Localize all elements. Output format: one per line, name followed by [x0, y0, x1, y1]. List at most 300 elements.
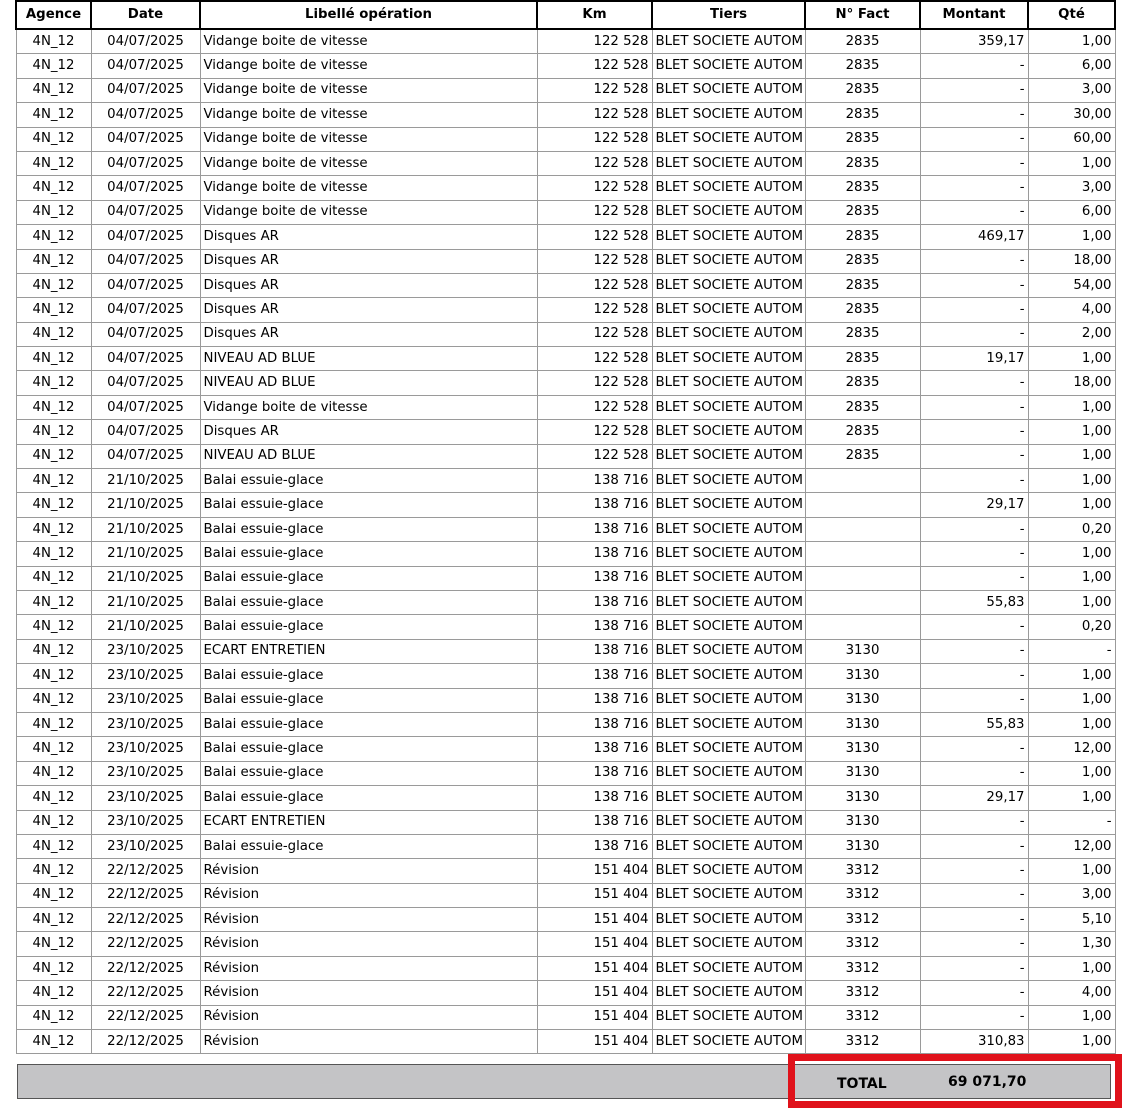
- cell-km: 151 404: [537, 956, 652, 980]
- cell-km: 138 716: [537, 737, 652, 761]
- table-row[interactable]: [16, 883, 1115, 907]
- cell-km: 122 528: [537, 225, 652, 249]
- col-header-km[interactable]: Km: [537, 1, 652, 29]
- cell-tiers: BLET SOCIETE AUTOM: [652, 1030, 805, 1054]
- cell-num-fact: [805, 542, 920, 566]
- cell-agence: 4N_12: [16, 395, 91, 419]
- cell-km: 122 528: [537, 176, 652, 200]
- cell-tiers: BLET SOCIETE AUTOM: [652, 542, 805, 566]
- cell-km: 138 716: [537, 810, 652, 834]
- cell-tiers: BLET SOCIETE AUTOM: [652, 932, 805, 956]
- cell-tiers: BLET SOCIETE AUTOM: [652, 810, 805, 834]
- table-row[interactable]: [16, 420, 1115, 444]
- cell-qte: 60,00: [1028, 127, 1115, 151]
- cell-km: 122 528: [537, 29, 652, 54]
- cell-montant: -: [920, 78, 1028, 102]
- cell-montant: -: [920, 761, 1028, 785]
- cell-km: 122 528: [537, 420, 652, 444]
- table-row[interactable]: [16, 444, 1115, 468]
- cell-agence: 4N_12: [16, 127, 91, 151]
- cell-km: 151 404: [537, 883, 652, 907]
- cell-qte: 6,00: [1028, 200, 1115, 224]
- cell-tiers: BLET SOCIETE AUTOM: [652, 664, 805, 688]
- cell-km: 122 528: [537, 298, 652, 322]
- cell-km: 138 716: [537, 786, 652, 810]
- cell-date: 23/10/2025: [91, 737, 200, 761]
- cell-date: 04/07/2025: [91, 225, 200, 249]
- table-row[interactable]: [16, 78, 1115, 102]
- cell-agence: 4N_12: [16, 493, 91, 517]
- cell-tiers: BLET SOCIETE AUTOM: [652, 176, 805, 200]
- cell-qte: 30,00: [1028, 103, 1115, 127]
- table-row[interactable]: [16, 615, 1115, 639]
- table-row[interactable]: [16, 371, 1115, 395]
- cell-qte: 0,20: [1028, 615, 1115, 639]
- table-row[interactable]: [16, 859, 1115, 883]
- cell-montant: -: [920, 273, 1028, 297]
- cell-agence: 4N_12: [16, 810, 91, 834]
- col-header-montant[interactable]: Montant: [920, 1, 1028, 29]
- cell-num-fact: 2835: [805, 29, 920, 54]
- cell-montant: -: [920, 54, 1028, 78]
- table-row[interactable]: [16, 1005, 1115, 1029]
- cell-date: 04/07/2025: [91, 249, 200, 273]
- cell-agence: 4N_12: [16, 883, 91, 907]
- col-header-tiers[interactable]: Tiers: [652, 1, 805, 29]
- cell-libelle: Balai essuie-glace: [200, 493, 537, 517]
- cell-qte: 2,00: [1028, 322, 1115, 346]
- cell-date: 04/07/2025: [91, 444, 200, 468]
- cell-qte: -: [1028, 639, 1115, 663]
- cell-libelle: Disques AR: [200, 249, 537, 273]
- cell-libelle: Révision: [200, 883, 537, 907]
- cell-agence: 4N_12: [16, 664, 91, 688]
- cell-tiers: BLET SOCIETE AUTOM: [652, 273, 805, 297]
- cell-num-fact: 3130: [805, 761, 920, 785]
- cell-num-fact: 2835: [805, 103, 920, 127]
- cell-date: 04/07/2025: [91, 322, 200, 346]
- cell-libelle: Vidange boite de vitesse: [200, 103, 537, 127]
- col-header-num-fact[interactable]: N° Fact: [805, 1, 920, 29]
- table-row[interactable]: [16, 542, 1115, 566]
- cell-agence: 4N_12: [16, 517, 91, 541]
- cell-km: 122 528: [537, 78, 652, 102]
- cell-km: 122 528: [537, 103, 652, 127]
- cell-tiers: BLET SOCIETE AUTOM: [652, 517, 805, 541]
- cell-montant: 310,83: [920, 1030, 1028, 1054]
- table-row[interactable]: [16, 151, 1115, 175]
- cell-libelle: Balai essuie-glace: [200, 712, 537, 736]
- cell-num-fact: 2835: [805, 395, 920, 419]
- cell-montant: -: [920, 981, 1028, 1005]
- cell-montant: -: [920, 932, 1028, 956]
- cell-qte: 3,00: [1028, 78, 1115, 102]
- table-row[interactable]: [16, 176, 1115, 200]
- cell-num-fact: [805, 469, 920, 493]
- cell-agence: 4N_12: [16, 712, 91, 736]
- cell-agence: 4N_12: [16, 273, 91, 297]
- cell-libelle: Révision: [200, 1005, 537, 1029]
- cell-agence: 4N_12: [16, 566, 91, 590]
- cell-libelle: Disques AR: [200, 273, 537, 297]
- cell-qte: 18,00: [1028, 371, 1115, 395]
- cell-montant: -: [920, 859, 1028, 883]
- cell-km: 138 716: [537, 542, 652, 566]
- table-row[interactable]: [16, 225, 1115, 249]
- cell-libelle: Révision: [200, 981, 537, 1005]
- table-row[interactable]: [16, 566, 1115, 590]
- cell-date: 22/12/2025: [91, 859, 200, 883]
- cell-agence: 4N_12: [16, 151, 91, 175]
- cell-libelle: Vidange boite de vitesse: [200, 151, 537, 175]
- table-row[interactable]: [16, 395, 1115, 419]
- cell-tiers: BLET SOCIETE AUTOM: [652, 859, 805, 883]
- cell-montant: -: [920, 615, 1028, 639]
- cell-tiers: BLET SOCIETE AUTOM: [652, 615, 805, 639]
- cell-tiers: BLET SOCIETE AUTOM: [652, 54, 805, 78]
- cell-num-fact: 3312: [805, 1005, 920, 1029]
- cell-qte: 12,00: [1028, 834, 1115, 858]
- operations-table: [15, 0, 1116, 1054]
- cell-montant: -: [920, 420, 1028, 444]
- cell-montant: -: [920, 151, 1028, 175]
- cell-tiers: BLET SOCIETE AUTOM: [652, 908, 805, 932]
- cell-agence: 4N_12: [16, 615, 91, 639]
- cell-montant: -: [920, 322, 1028, 346]
- col-header-date[interactable]: Date: [91, 1, 200, 29]
- table-row[interactable]: [16, 664, 1115, 688]
- cell-num-fact: 2835: [805, 54, 920, 78]
- cell-num-fact: 3312: [805, 1030, 920, 1054]
- table-row[interactable]: [16, 1030, 1115, 1054]
- cell-agence: 4N_12: [16, 1030, 91, 1054]
- cell-num-fact: 2835: [805, 347, 920, 371]
- cell-date: 21/10/2025: [91, 469, 200, 493]
- cell-num-fact: 3130: [805, 639, 920, 663]
- total-label: TOTAL: [837, 1076, 887, 1092]
- cell-km: 151 404: [537, 981, 652, 1005]
- table-body: [16, 29, 1115, 1054]
- table-row[interactable]: [16, 273, 1115, 297]
- cell-agence: 4N_12: [16, 29, 91, 54]
- cell-num-fact: 3312: [805, 859, 920, 883]
- cell-tiers: BLET SOCIETE AUTOM: [652, 566, 805, 590]
- cell-montant: -: [920, 639, 1028, 663]
- cell-date: 04/07/2025: [91, 103, 200, 127]
- cell-tiers: BLET SOCIETE AUTOM: [652, 371, 805, 395]
- table-row[interactable]: [16, 737, 1115, 761]
- table-row[interactable]: [16, 298, 1115, 322]
- cell-agence: 4N_12: [16, 249, 91, 273]
- cell-libelle: Révision: [200, 859, 537, 883]
- cell-num-fact: 2835: [805, 444, 920, 468]
- cell-agence: 4N_12: [16, 444, 91, 468]
- cell-km: 151 404: [537, 1030, 652, 1054]
- cell-qte: 54,00: [1028, 273, 1115, 297]
- cell-num-fact: [805, 566, 920, 590]
- cell-km: 138 716: [537, 712, 652, 736]
- cell-montant: -: [920, 249, 1028, 273]
- cell-km: 138 716: [537, 639, 652, 663]
- cell-km: 138 716: [537, 664, 652, 688]
- cell-km: 122 528: [537, 151, 652, 175]
- cell-tiers: BLET SOCIETE AUTOM: [652, 981, 805, 1005]
- cell-agence: 4N_12: [16, 590, 91, 614]
- cell-qte: 1,00: [1028, 493, 1115, 517]
- table-row[interactable]: [16, 347, 1115, 371]
- cell-qte: 12,00: [1028, 737, 1115, 761]
- cell-libelle: Vidange boite de vitesse: [200, 127, 537, 151]
- cell-num-fact: 2835: [805, 127, 920, 151]
- cell-qte: 4,00: [1028, 298, 1115, 322]
- cell-tiers: BLET SOCIETE AUTOM: [652, 420, 805, 444]
- cell-km: 122 528: [537, 54, 652, 78]
- cell-agence: 4N_12: [16, 371, 91, 395]
- cell-libelle: Révision: [200, 956, 537, 980]
- table-row[interactable]: [16, 712, 1115, 736]
- table-row[interactable]: [16, 786, 1115, 810]
- cell-km: 138 716: [537, 493, 652, 517]
- cell-montant: -: [920, 127, 1028, 151]
- cell-qte: 6,00: [1028, 54, 1115, 78]
- cell-libelle: Disques AR: [200, 420, 537, 444]
- cell-qte: 1,00: [1028, 761, 1115, 785]
- cell-tiers: BLET SOCIETE AUTOM: [652, 200, 805, 224]
- cell-km: 122 528: [537, 273, 652, 297]
- cell-montant: -: [920, 688, 1028, 712]
- cell-km: 138 716: [537, 590, 652, 614]
- cell-qte: 1,00: [1028, 151, 1115, 175]
- table-row[interactable]: [16, 956, 1115, 980]
- table-row[interactable]: [16, 29, 1115, 54]
- cell-num-fact: 2835: [805, 298, 920, 322]
- cell-km: 138 716: [537, 615, 652, 639]
- cell-num-fact: 3312: [805, 981, 920, 1005]
- cell-km: 151 404: [537, 1005, 652, 1029]
- cell-montant: 19,17: [920, 347, 1028, 371]
- cell-num-fact: 2835: [805, 371, 920, 395]
- cell-num-fact: 2835: [805, 78, 920, 102]
- cell-agence: 4N_12: [16, 54, 91, 78]
- cell-date: 04/07/2025: [91, 151, 200, 175]
- cell-agence: 4N_12: [16, 469, 91, 493]
- cell-montant: 55,83: [920, 590, 1028, 614]
- cell-km: 138 716: [537, 566, 652, 590]
- cell-tiers: BLET SOCIETE AUTOM: [652, 469, 805, 493]
- cell-libelle: Balai essuie-glace: [200, 517, 537, 541]
- table-row[interactable]: [16, 469, 1115, 493]
- table-row[interactable]: [16, 834, 1115, 858]
- cell-km: 122 528: [537, 249, 652, 273]
- cell-qte: 18,00: [1028, 249, 1115, 273]
- cell-libelle: Balai essuie-glace: [200, 469, 537, 493]
- cell-km: 138 716: [537, 761, 652, 785]
- cell-num-fact: 3130: [805, 712, 920, 736]
- table-row[interactable]: [16, 249, 1115, 273]
- cell-date: 04/07/2025: [91, 54, 200, 78]
- cell-libelle: Révision: [200, 932, 537, 956]
- cell-date: 04/07/2025: [91, 273, 200, 297]
- cell-qte: 1,00: [1028, 786, 1115, 810]
- cell-libelle: NIVEAU AD BLUE: [200, 371, 537, 395]
- cell-num-fact: 3130: [805, 786, 920, 810]
- cell-libelle: NIVEAU AD BLUE: [200, 444, 537, 468]
- cell-qte: 1,00: [1028, 956, 1115, 980]
- cell-agence: 4N_12: [16, 639, 91, 663]
- cell-montant: -: [920, 371, 1028, 395]
- table-row[interactable]: [16, 761, 1115, 785]
- cell-montant: -: [920, 664, 1028, 688]
- cell-montant: -: [920, 810, 1028, 834]
- cell-date: 22/12/2025: [91, 883, 200, 907]
- cell-num-fact: 3312: [805, 908, 920, 932]
- cell-agence: 4N_12: [16, 542, 91, 566]
- cell-agence: 4N_12: [16, 298, 91, 322]
- cell-tiers: BLET SOCIETE AUTOM: [652, 395, 805, 419]
- cell-agence: 4N_12: [16, 932, 91, 956]
- cell-montant: 29,17: [920, 786, 1028, 810]
- cell-qte: 4,00: [1028, 981, 1115, 1005]
- cell-km: 122 528: [537, 200, 652, 224]
- cell-libelle: Balai essuie-glace: [200, 737, 537, 761]
- cell-num-fact: 3312: [805, 956, 920, 980]
- cell-libelle: Vidange boite de vitesse: [200, 78, 537, 102]
- table-row[interactable]: [16, 493, 1115, 517]
- cell-montant: -: [920, 395, 1028, 419]
- cell-tiers: BLET SOCIETE AUTOM: [652, 786, 805, 810]
- cell-tiers: BLET SOCIETE AUTOM: [652, 761, 805, 785]
- cell-date: 21/10/2025: [91, 517, 200, 541]
- cell-agence: 4N_12: [16, 200, 91, 224]
- table-row[interactable]: [16, 908, 1115, 932]
- cell-montant: -: [920, 737, 1028, 761]
- cell-tiers: BLET SOCIETE AUTOM: [652, 883, 805, 907]
- cell-montant: -: [920, 176, 1028, 200]
- cell-libelle: Balai essuie-glace: [200, 664, 537, 688]
- cell-libelle: Vidange boite de vitesse: [200, 200, 537, 224]
- cell-qte: 1,00: [1028, 469, 1115, 493]
- cell-montant: -: [920, 298, 1028, 322]
- cell-agence: 4N_12: [16, 1005, 91, 1029]
- cell-qte: 1,00: [1028, 712, 1115, 736]
- cell-agence: 4N_12: [16, 956, 91, 980]
- col-header-qte[interactable]: Qté: [1028, 1, 1115, 29]
- cell-qte: 1,00: [1028, 859, 1115, 883]
- cell-date: 04/07/2025: [91, 420, 200, 444]
- cell-num-fact: 2835: [805, 200, 920, 224]
- cell-montant: 359,17: [920, 29, 1028, 54]
- cell-date: 23/10/2025: [91, 786, 200, 810]
- cell-num-fact: 3312: [805, 883, 920, 907]
- cell-tiers: BLET SOCIETE AUTOM: [652, 78, 805, 102]
- cell-libelle: Balai essuie-glace: [200, 566, 537, 590]
- col-header-libelle[interactable]: Libellé opération: [200, 1, 537, 29]
- cell-num-fact: 2835: [805, 420, 920, 444]
- table-row[interactable]: [16, 103, 1115, 127]
- cell-montant: -: [920, 517, 1028, 541]
- table-row[interactable]: [16, 590, 1115, 614]
- cell-montant: -: [920, 103, 1028, 127]
- cell-montant: -: [920, 908, 1028, 932]
- cell-date: 23/10/2025: [91, 664, 200, 688]
- cell-tiers: BLET SOCIETE AUTOM: [652, 151, 805, 175]
- cell-agence: 4N_12: [16, 786, 91, 810]
- cell-montant: -: [920, 444, 1028, 468]
- table-row[interactable]: [16, 322, 1115, 346]
- cell-tiers: BLET SOCIETE AUTOM: [652, 737, 805, 761]
- cell-libelle: Vidange boite de vitesse: [200, 54, 537, 78]
- cell-num-fact: 2835: [805, 322, 920, 346]
- table-row[interactable]: [16, 981, 1115, 1005]
- table-row[interactable]: [16, 932, 1115, 956]
- table-row[interactable]: [16, 517, 1115, 541]
- cell-qte: -: [1028, 810, 1115, 834]
- cell-tiers: BLET SOCIETE AUTOM: [652, 225, 805, 249]
- table-row[interactable]: [16, 688, 1115, 712]
- cell-montant: 29,17: [920, 493, 1028, 517]
- cell-libelle: Disques AR: [200, 298, 537, 322]
- cell-num-fact: 3130: [805, 737, 920, 761]
- cell-qte: 1,00: [1028, 1005, 1115, 1029]
- cell-num-fact: [805, 590, 920, 614]
- cell-date: 21/10/2025: [91, 615, 200, 639]
- cell-agence: 4N_12: [16, 347, 91, 371]
- cell-tiers: BLET SOCIETE AUTOM: [652, 322, 805, 346]
- cell-date: 23/10/2025: [91, 834, 200, 858]
- cell-qte: 3,00: [1028, 883, 1115, 907]
- cell-libelle: Balai essuie-glace: [200, 542, 537, 566]
- table-row[interactable]: [16, 54, 1115, 78]
- cell-montant: -: [920, 566, 1028, 590]
- cell-qte: 1,00: [1028, 225, 1115, 249]
- cell-tiers: BLET SOCIETE AUTOM: [652, 347, 805, 371]
- cell-libelle: Balai essuie-glace: [200, 615, 537, 639]
- cell-montant: 469,17: [920, 225, 1028, 249]
- cell-libelle: Disques AR: [200, 322, 537, 346]
- cell-agence: 4N_12: [16, 908, 91, 932]
- cell-qte: 1,00: [1028, 347, 1115, 371]
- col-header-agence[interactable]: Agence: [16, 1, 91, 29]
- cell-km: 122 528: [537, 347, 652, 371]
- cell-libelle: Vidange boite de vitesse: [200, 29, 537, 54]
- cell-agence: 4N_12: [16, 834, 91, 858]
- cell-qte: 0,20: [1028, 517, 1115, 541]
- cell-montant: -: [920, 956, 1028, 980]
- cell-libelle: Vidange boite de vitesse: [200, 395, 537, 419]
- cell-date: 22/12/2025: [91, 1005, 200, 1029]
- table-row[interactable]: [16, 127, 1115, 151]
- cell-km: 122 528: [537, 444, 652, 468]
- cell-tiers: BLET SOCIETE AUTOM: [652, 444, 805, 468]
- cell-agence: 4N_12: [16, 420, 91, 444]
- cell-date: 22/12/2025: [91, 956, 200, 980]
- cell-tiers: BLET SOCIETE AUTOM: [652, 639, 805, 663]
- cell-num-fact: 3130: [805, 664, 920, 688]
- cell-agence: 4N_12: [16, 737, 91, 761]
- table-row[interactable]: [16, 200, 1115, 224]
- table-row[interactable]: [16, 810, 1115, 834]
- cell-num-fact: 3130: [805, 688, 920, 712]
- table-row[interactable]: [16, 639, 1115, 663]
- cell-num-fact: 3130: [805, 834, 920, 858]
- cell-num-fact: 2835: [805, 225, 920, 249]
- cell-date: 04/07/2025: [91, 371, 200, 395]
- cell-date: 21/10/2025: [91, 542, 200, 566]
- cell-tiers: BLET SOCIETE AUTOM: [652, 493, 805, 517]
- cell-km: 138 716: [537, 688, 652, 712]
- cell-qte: 1,00: [1028, 590, 1115, 614]
- cell-libelle: Balai essuie-glace: [200, 590, 537, 614]
